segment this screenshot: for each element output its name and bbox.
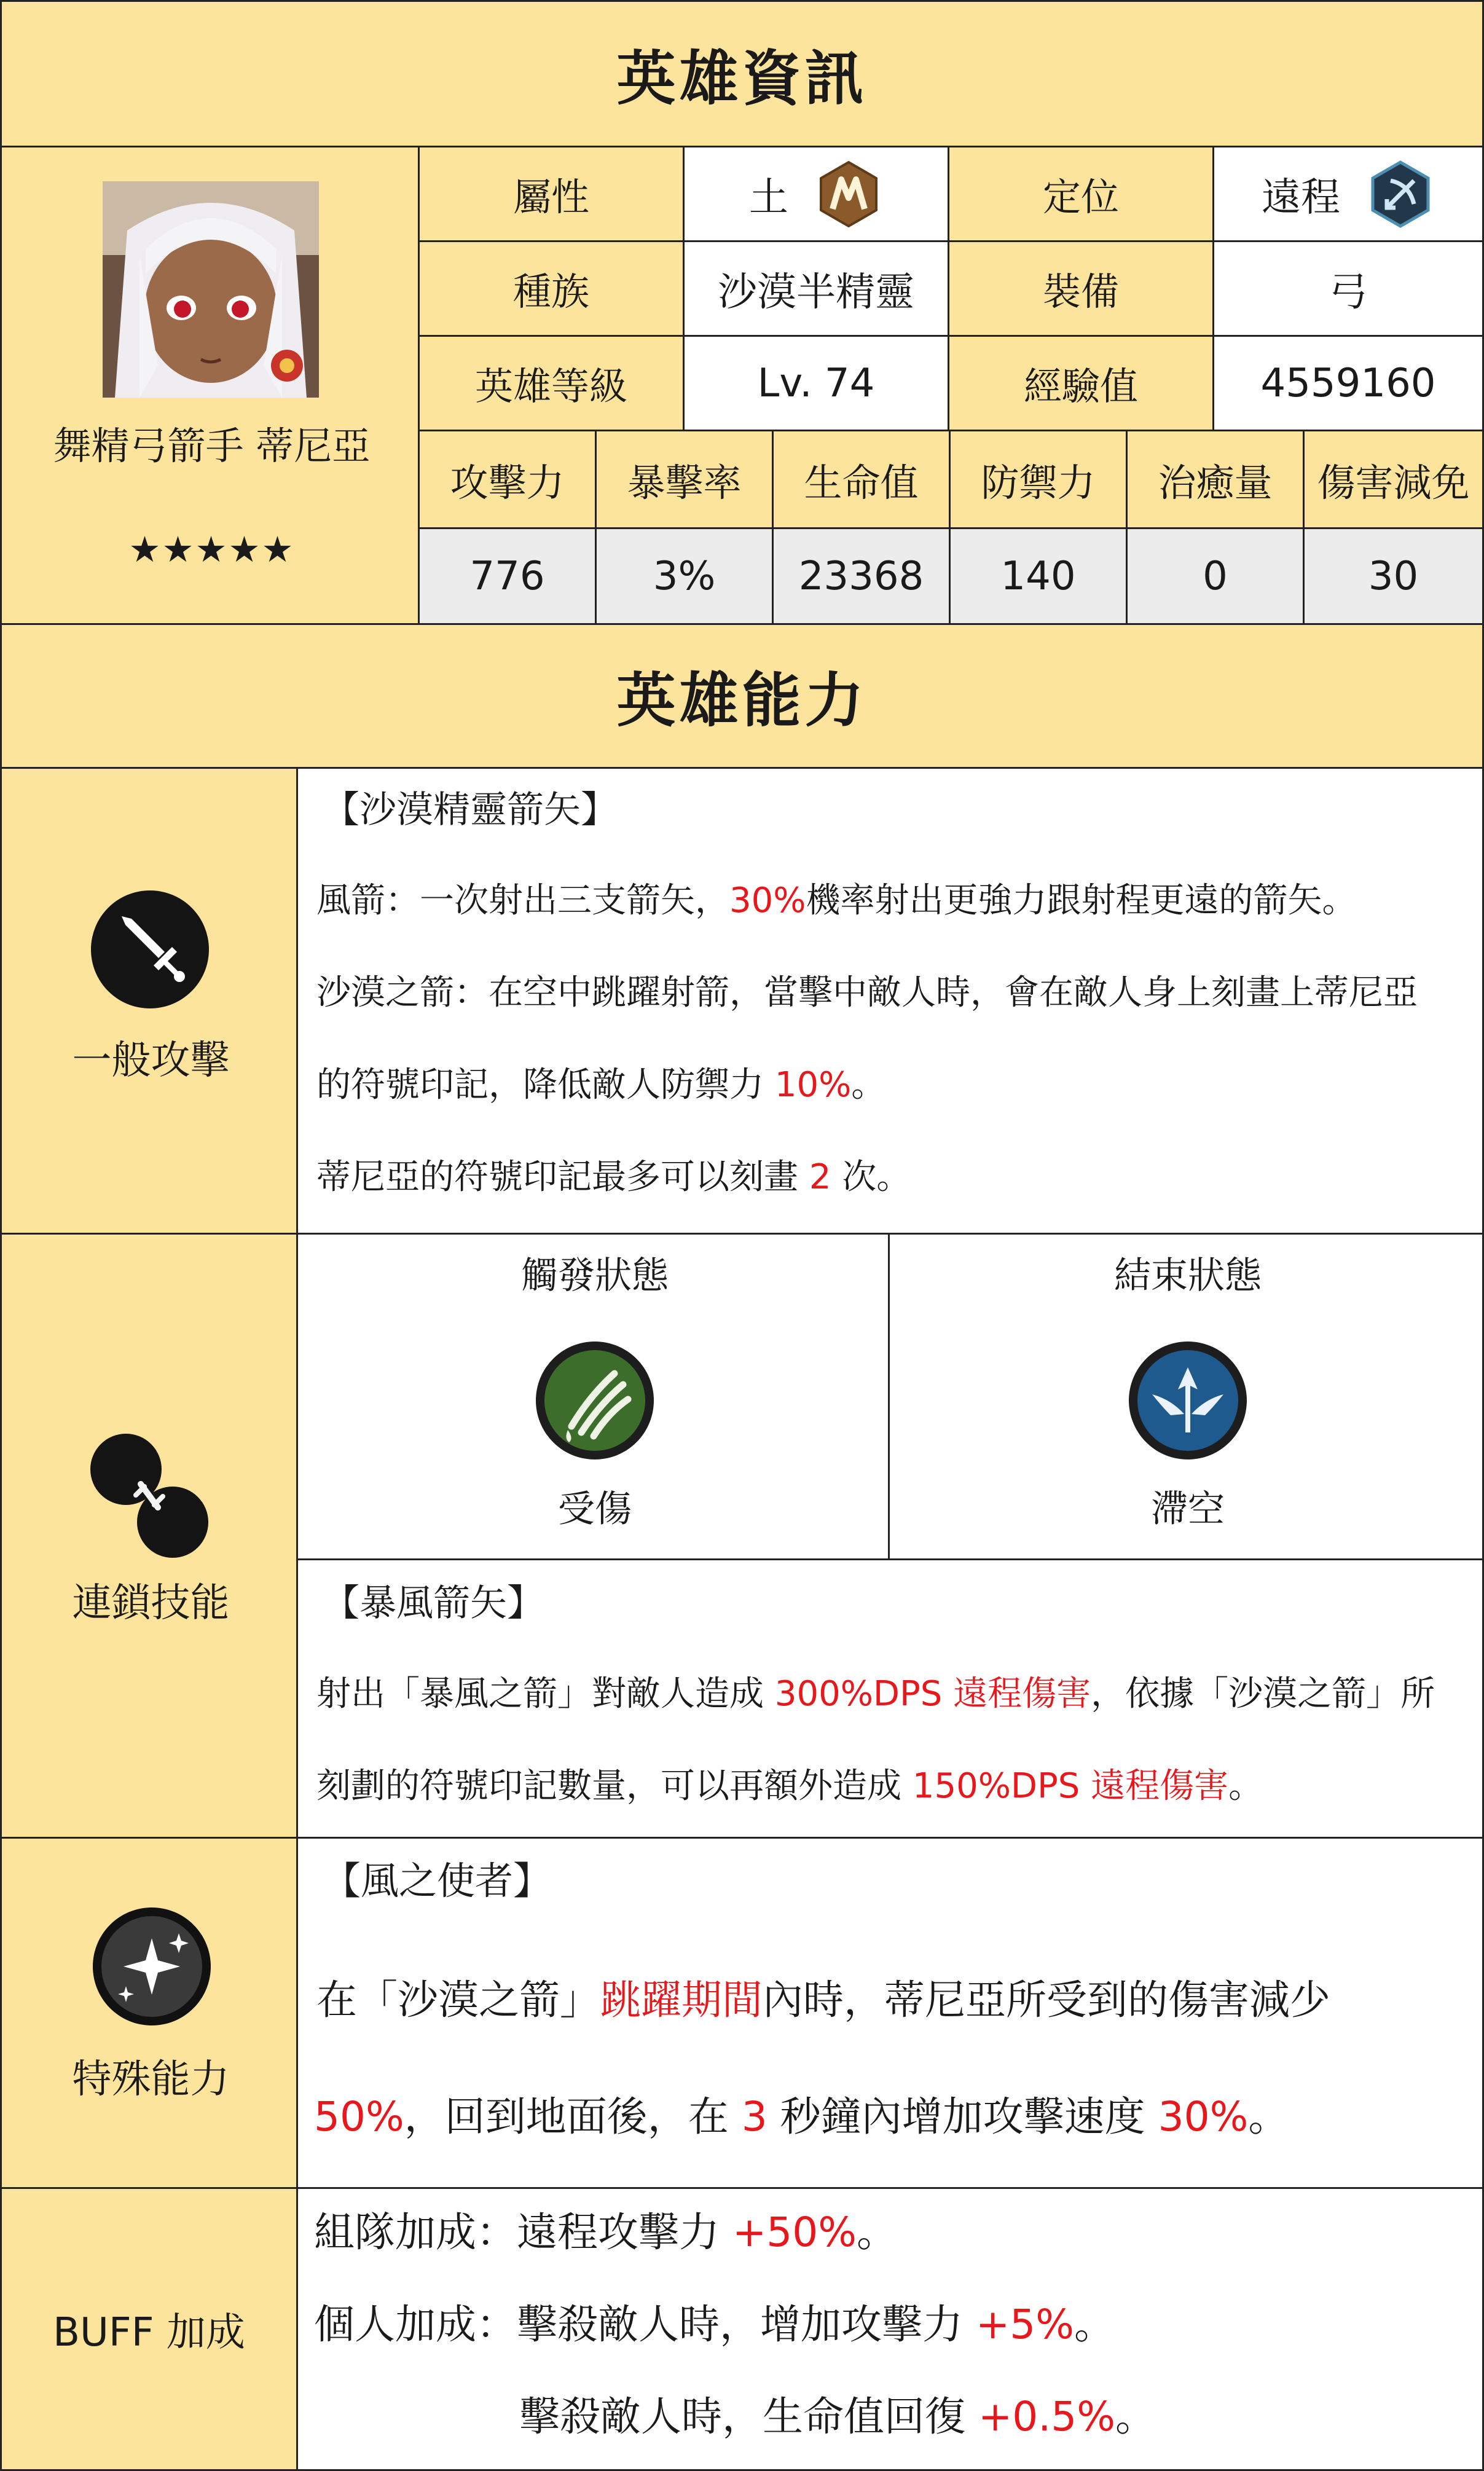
attribute-value-text: 土 — [749, 175, 788, 221]
race-value: 沙漠半精靈 — [683, 240, 949, 337]
special-line-1: 在「沙漠之箭」跳躍期間內時，蒂尼亞所受到的傷害減少 — [316, 1976, 1330, 2024]
experience-label: 經驗值 — [948, 335, 1214, 431]
stat-header-hp: 生命值 — [772, 430, 951, 529]
stat-header-defense: 防禦力 — [949, 430, 1128, 529]
hero-star-rating: ★★★★★ — [128, 528, 295, 570]
special-skill-name: 【風之使者】 — [323, 1858, 552, 1903]
experience-value: 4559160 — [1212, 335, 1484, 431]
buff-label: BUFF 加成 — [0, 2187, 298, 2471]
trigger-state-name: 受傷 — [558, 1488, 632, 1531]
normal-attack-label: 一般攻擊 — [72, 1038, 230, 1083]
trigger-state-header: 觸發狀態 — [521, 1254, 669, 1297]
hero-portrait-icon — [103, 181, 319, 398]
chain-skill-line-1: 射出「暴風之箭」對敵人造成 300%DPS 遠程傷害，依據「沙漠之箭」所 — [316, 1674, 1435, 1714]
winged-arrow-icon — [1128, 1340, 1248, 1461]
stat-value-attack: 776 — [418, 527, 597, 625]
chain-skill-label: 連鎖技能 — [72, 1581, 230, 1626]
attribute-value — [683, 146, 949, 242]
normal-attack-line-2: 沙漠之箭：在空中跳躍射箭，當擊中敵人時，會在敵人身上刻畫上蒂尼亞 — [316, 973, 1418, 1013]
normal-attack-skill-name: 【沙漠精靈箭矢】 — [323, 788, 618, 831]
end-state-name: 滯空 — [1151, 1488, 1225, 1531]
sparkle-stars-icon — [92, 1906, 212, 2027]
chain-trigger-cell — [296, 1233, 890, 1560]
stat-value-healing: 0 — [1126, 527, 1305, 625]
hero-name: 舞精弓箭手 蒂尼亞 — [53, 423, 371, 468]
buff-team-bonus: 組隊加成：遠程攻擊力 +50%。 — [314, 2209, 897, 2256]
end-state-header: 結束狀態 — [1114, 1254, 1262, 1297]
buff-desc — [296, 2187, 1484, 2471]
stat-header-attack: 攻擊力 — [418, 430, 597, 529]
role-label: 定位 — [948, 146, 1214, 242]
chain-skill-line-2: 刻劃的符號印記數量，可以再額外造成 150%DPS 遠程傷害。 — [316, 1766, 1263, 1806]
buff-personal-regen: 擊殺敵人時，生命值回復 +0.5%。 — [519, 2393, 1156, 2440]
normal-attack-line-1: 風箭：一次射出三支箭矢，30%機率射出更強力跟射程更遠的箭矢。 — [316, 881, 1357, 921]
buff-personal-attack: 個人加成：擊殺敵人時，增加攻擊力 +5%。 — [314, 2301, 1115, 2348]
stat-header-healing: 治癒量 — [1126, 430, 1305, 529]
equipment-value: 弓 — [1212, 240, 1484, 337]
stat-value-hp: 23368 — [772, 527, 951, 625]
stat-value-crit-rate: 3% — [595, 527, 774, 625]
hero-level-label: 英雄等級 — [418, 335, 685, 431]
special-ability-label: 特殊能力 — [72, 2057, 230, 2102]
chain-skill-name: 【暴風箭矢】 — [323, 1582, 544, 1625]
earth-element-icon — [814, 160, 883, 229]
normal-attack-label-cell — [0, 767, 298, 1235]
ranged-role-icon — [1366, 160, 1435, 229]
role-value — [1212, 146, 1484, 242]
equipment-label: 裝備 — [948, 240, 1214, 337]
hero-level-value: Lv. 74 — [683, 335, 949, 431]
special-ability-label-cell — [0, 1837, 298, 2189]
chain-skill-label-cell — [0, 1233, 298, 1839]
sword-icon — [90, 889, 210, 1010]
claw-scratch-icon — [535, 1340, 655, 1461]
normal-attack-desc — [296, 767, 1484, 1235]
stat-value-damage-reduction: 30 — [1303, 527, 1484, 625]
normal-attack-line-4: 蒂尼亞的符號印記最多可以刻畫 2 次。 — [316, 1157, 911, 1197]
chain-end-cell — [888, 1233, 1484, 1560]
race-label: 種族 — [418, 240, 685, 337]
hero-profile — [0, 146, 420, 625]
stat-value-defense: 140 — [949, 527, 1128, 625]
stat-header-crit-rate: 暴擊率 — [595, 430, 774, 529]
special-ability-desc — [296, 1837, 1484, 2189]
special-line-2: 50%，回到地面後，在 3 秒鐘內增加攻擊速度 30%。 — [314, 2093, 1289, 2140]
chain-skill-desc — [296, 1558, 1484, 1839]
page-title: 英雄資訊 — [0, 0, 1484, 147]
chain-link-icon — [88, 1431, 211, 1560]
normal-attack-line-3: 的符號印記，降低敵人防禦力 10%。 — [316, 1065, 886, 1105]
role-value-text: 遠程 — [1262, 175, 1340, 221]
attribute-label: 屬性 — [418, 146, 685, 242]
ability-section-title: 英雄能力 — [0, 623, 1484, 769]
stat-header-damage-reduction: 傷害減免 — [1303, 430, 1484, 529]
